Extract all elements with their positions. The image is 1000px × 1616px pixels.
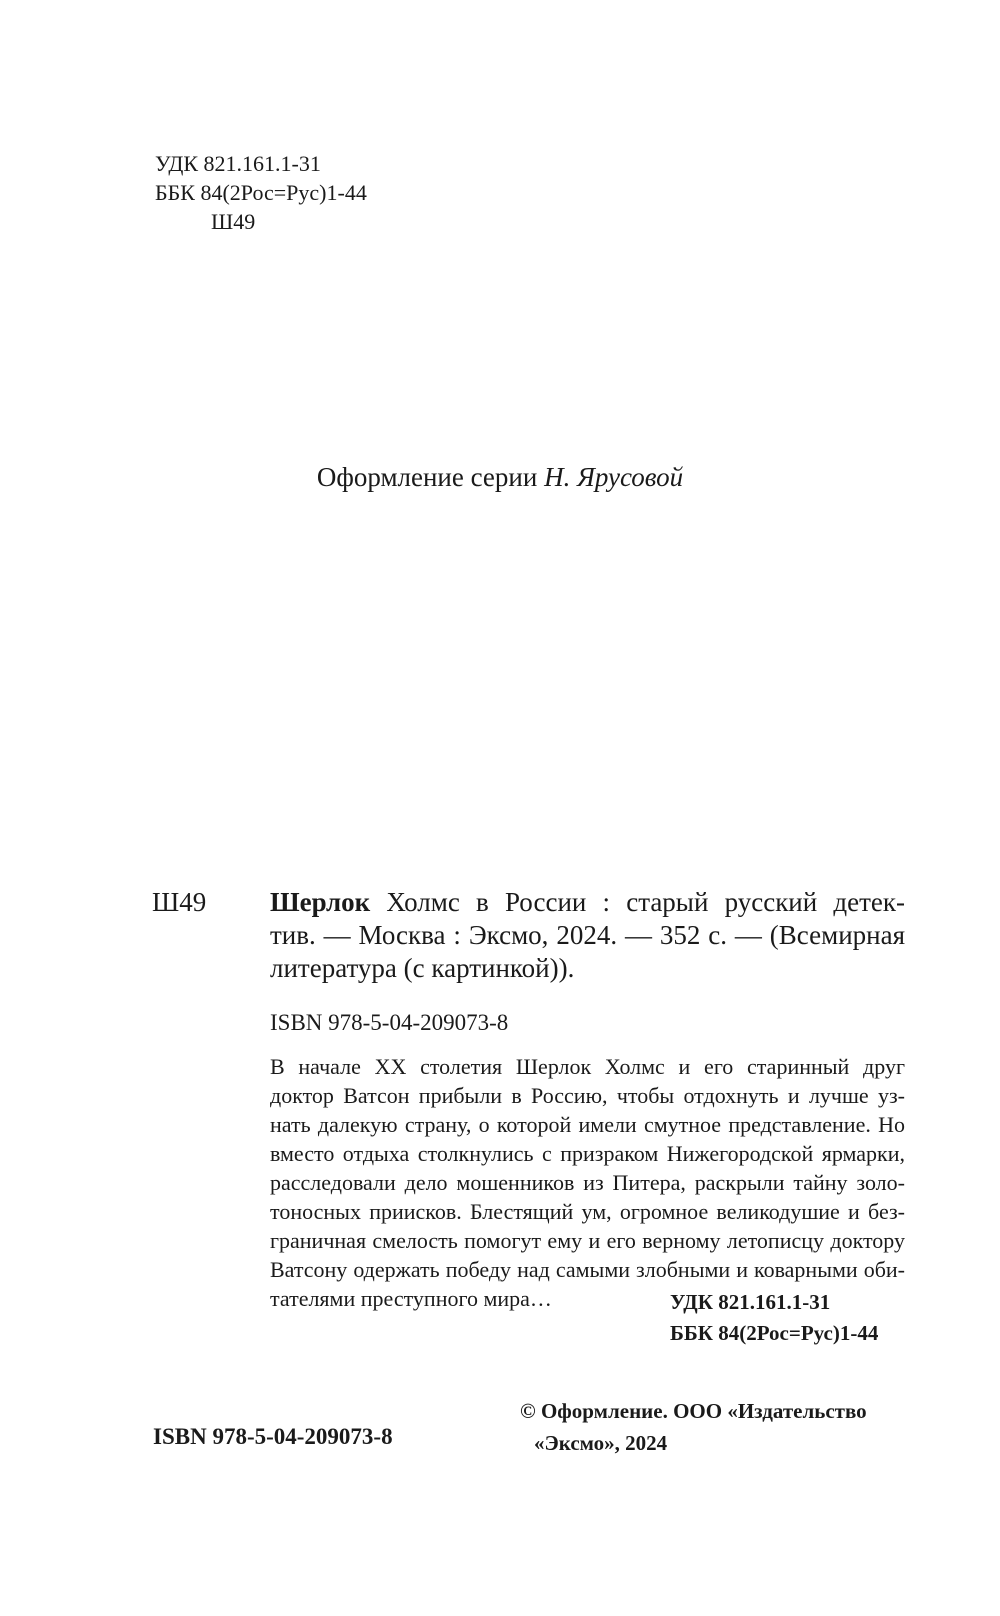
- isbn-entry: ISBN 978-5-04-209073-8: [270, 1010, 509, 1035]
- annotation: [270, 1052, 905, 1313]
- author-mark-entry: Ш49: [152, 887, 207, 917]
- author-mark-top: Ш49: [211, 209, 256, 234]
- title-bold: Шерлок: [270, 887, 371, 917]
- annotation-line: В начале XX столетия Шерлок Холмс и его старинный друг: [270, 1054, 905, 1079]
- title-rest: Холмс в России : старый русский детек-: [370, 887, 905, 917]
- series-designer-name: Н. Ярусовой: [544, 462, 684, 492]
- series-design-prefix: Оформление серии: [316, 462, 538, 492]
- isbn-bottom: ISBN 978-5-04-209073-8: [153, 1424, 393, 1449]
- annotation-line: вместо отдыха столкнулись с призраком Нижегородской ярмарки,: [270, 1141, 905, 1166]
- copyright-notice: [520, 1395, 867, 1459]
- description-line-1: [270, 886, 905, 919]
- bibliographic-description: [270, 886, 905, 985]
- annotation-line: расследовали дело мошенников из Питера, раскрыли тайну золо-: [270, 1170, 905, 1195]
- copyright-line-2: «Эксмо», 2024: [534, 1431, 668, 1455]
- description-line-2: тив. — Москва : Эксмо, 2024. — 352 с. — (Всемирная: [270, 920, 905, 950]
- annotation-line: нать далекую страну, о которой имели смутное представление. Но: [270, 1112, 905, 1137]
- udk-code-bottom: УДК 821.161.1-31: [670, 1290, 831, 1314]
- annotation-line: доктор Ватсон прибыли в Россию, чтобы отдохнуть и лучше уз-: [270, 1083, 905, 1108]
- description-line-3: литература (с картинкой)).: [270, 953, 575, 983]
- annotation-line: граничная смелость помогут ему и его верному летописцу доктору: [270, 1228, 905, 1253]
- bbk-code-top: ББК 84(2Рос=Рус)1-44: [155, 180, 367, 205]
- bbk-code-bottom: ББК 84(2Рос=Рус)1-44: [670, 1321, 879, 1345]
- udk-code-top: УДК 821.161.1-31: [155, 151, 321, 176]
- annotation-line: тателями преступного мира…: [270, 1286, 552, 1311]
- copyright-line-1: © Оформление. ООО «Издательство: [520, 1399, 867, 1423]
- annotation-line: тоносных приисков. Блестящий ум, огромное великодушие и без-: [270, 1199, 905, 1224]
- series-design-credit: [0, 462, 1000, 493]
- annotation-line: Ватсону одержать победу над самыми злобными и коварными оби-: [270, 1257, 905, 1282]
